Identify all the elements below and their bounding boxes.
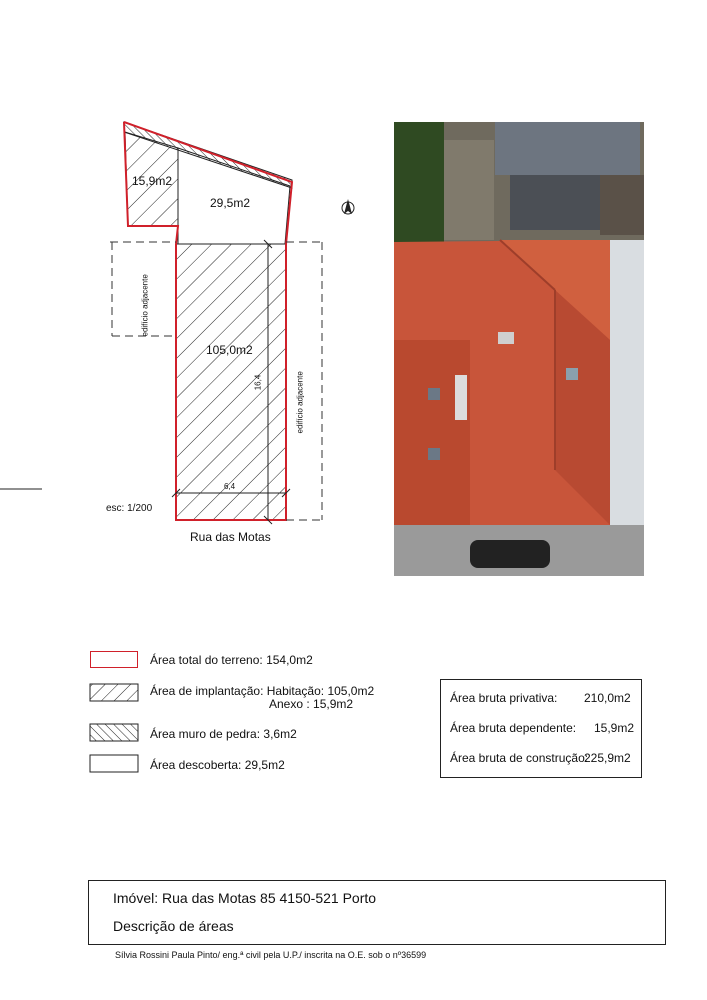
summary-value-1: 15,9m2: [594, 721, 635, 735]
aerial-photo: [394, 122, 644, 576]
adjacent-right-label: edifício adjacente: [295, 371, 305, 434]
dimension-length: 16,4: [253, 374, 263, 391]
property-title: Imóvel: Rua das Motas 85 4150-521 Porto: [113, 890, 377, 906]
summary-label-0: Área bruta privativa:: [450, 691, 558, 705]
adjacent-left-label: edifício adjacente: [140, 274, 150, 337]
summary-value-2: 225,9m2: [584, 751, 631, 765]
scale-label: esc: 1/200: [106, 503, 153, 514]
legend-implantation-text: Área de implantação: Habitação: 105,0m2: [150, 684, 375, 698]
summary-value-0: 210,0m2: [584, 691, 631, 705]
street-name: Rua das Motas: [190, 530, 271, 544]
house-area: [176, 244, 286, 520]
legend-annex-text: Anexo : 15,9m2: [269, 697, 354, 711]
document-subtitle: Descrição de áreas: [113, 918, 234, 934]
summary-label-2: Área bruta de construção:: [450, 751, 589, 765]
legend-wall-text: Área muro de pedra: 3,6m2: [150, 727, 297, 741]
legend-swatch-total: [90, 651, 138, 668]
author-credit: Sílvia Rossini Paula Pinto/ eng.ª civil pela U.P./ inscrita na O.E. sob o nº36599: [115, 950, 427, 960]
dimension-width: 6,4: [224, 482, 236, 491]
annex-area-label: 15,9m2: [132, 174, 173, 188]
legend-total-text: Área total do terreno: 154,0m2: [150, 653, 313, 667]
legend-open-text: Área descoberta: 29,5m2: [150, 758, 285, 772]
house-area-label: 105,0m2: [206, 343, 253, 357]
open-area-label: 29,5m2: [210, 196, 251, 210]
summary-label-1: Área bruta dependente:: [450, 721, 577, 735]
